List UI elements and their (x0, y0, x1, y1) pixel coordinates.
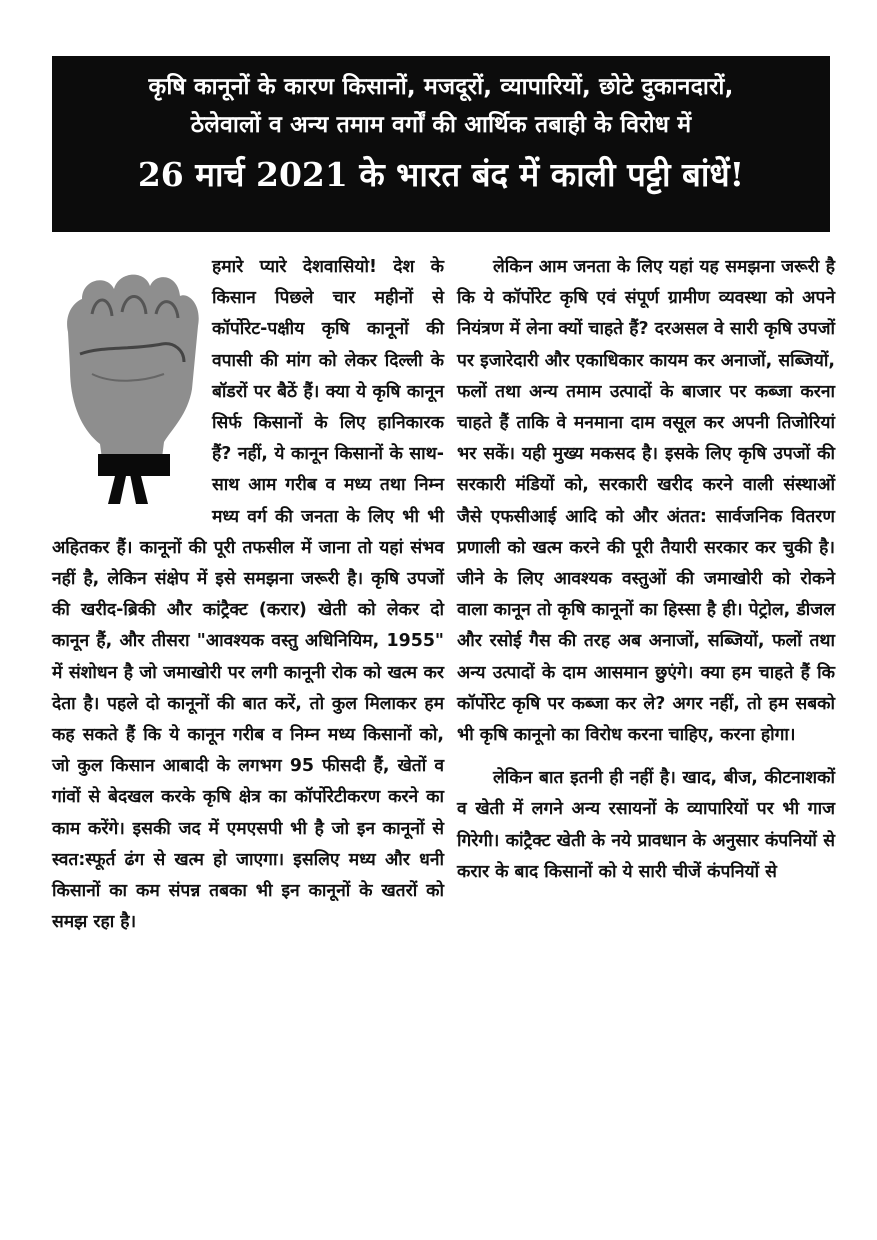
left-intro-text: हमारे प्यारे देशवासियो! देश के किसान पिछले चार महीनों से कॉर्पोरेट-पक्षीय कृषि कानूनों की वपासी की मांग को लेकर दिल्ली के बॉडरों पर बैठें हैं। (212, 257, 444, 402)
left-question-text: क्या ये कृषि कानून सिर्फ किसानों के लिए हानिकारक हैं? (212, 381, 444, 465)
left-column (52, 252, 444, 938)
headline-main: 26 मार्च 2021 के भारत बंद में काली पट्टी बांधें! (137, 155, 745, 194)
headline-line-2: ठेलेवालों व अन्य तमाम वर्गों की आर्थिक तबाही के विरोध में (190, 112, 692, 138)
right-para2-text: लेकिन बात इतनी ही नहीं है। खाद, बीज, कीटनाशकों व खेती में लगने अन्य रसायनों के व्यापारियों पर भी गाज गिरेगी। कांट्रैक्ट खेती के नये प्रावधान के अनुसार कंपनियों से करार के बाद किसानों को ये सारी चीजें कंपनियों से (457, 768, 835, 882)
right-question-text: क्या हम चाहते हैं कि कॉर्पोरेट कृषि पर कब्जा कर ले? (457, 662, 835, 714)
right-para1-end-text: अगर नहीं, तो हम सबको भी कृषि कानूनो का विरोध करना चाहिए, करना होगा। (457, 693, 835, 746)
headline-banner (52, 56, 830, 232)
headline-line-1: कृषि कानूनों के कारण किसानों, मजदूरों, व्यापारियों, छोटे दुकानदारों, (148, 74, 734, 100)
right-column (457, 252, 835, 888)
left-body-text: नहीं, ये कानून किसानों के साथ-साथ आम गरीब व मध्य तथा निम्न मध्य वर्ग की जनता के लिए भी भी अहितकर हैं। कानूनों की पूरी तफसील में जाना तो यहां संभव नहीं है, लेकिन संक्षेप में इसे समझना जरूरी है। कृषि उपजों की खरीद-ब्रिकी और कांट्रैक्ट (करार) खेती को लेकर दो कानून हैं, और तीसरा "आवश्यक वस्तु अधिनियिम, 1955" में संशोधन है जो जमाखोरी पर लगी कानूनी रोक को खत्म कर देता है। पहले दो कानूनों की बात करें, तो कुल मिलाकर हम कह सकते हैं कि ये कानून गरीब व निम्न मध्य किसानों को, जो कुल किसान आबादी के लगभग 95 फीसदी हैं, खेतों व गांवों से बेदखल करके कृषि क्षेत्र का कॉर्पोरेटीकरण करने का काम करेंगे। इसकी जद में एमएसपी भी है जो इन कानूनों से स्वत:स्फूर्त ढंग से खत्म हो जाएगा। इसलिए मध्य और धनी किसानों का कम संपन्न तबका भी इन कानूनों के खतरों को समझ रहा है। (52, 444, 444, 933)
raised-fist-black-band-image (52, 254, 202, 504)
right-para1-text: लेकिन आम जनता के लिए यहां यह समझना जरूरी है कि ये कॉर्पोरेट कृषि एवं संपूर्ण ग्रामीण व्यवस्था को अपने नियंत्रण में लेना क्यों चाहते हैं? दरअसल वे सारी कृषि उपजों पर इजारेदारी और एकाधिकार कायम कर अनाजों, सब्जियों, फलों तथा अन्य तमाम उत्पादों के बाजार पर कब्जा करना चाहते हैं ताकि वे मनमाना दाम वसूल कर अपनी तिजोरियां भर सकें। यही मुख्य मकसद है। इसके लिए कृषि उपजों की सरकारी मंडियों को, सरकारी खरीद करने वाली संस्थाओं जैसे एफसीआई आदि को और अंतत: सार्वजनिक वितरण प्रणाली को खत्म करने की पूरी तैयारी सरकार कर चुकी है। जीने के लिए आवश्यक वस्तुओं की जमाखोरी को रोकने वाला कानून तो कृषि कानूनों का हिस्सा है ही। पेट्रोल, डीजल और रसोई गैस की तरह अब अनाजों, सब्जियों, फलों तथा अन्य उत्पादों के दाम आसमान छुएंगे। (457, 257, 835, 683)
